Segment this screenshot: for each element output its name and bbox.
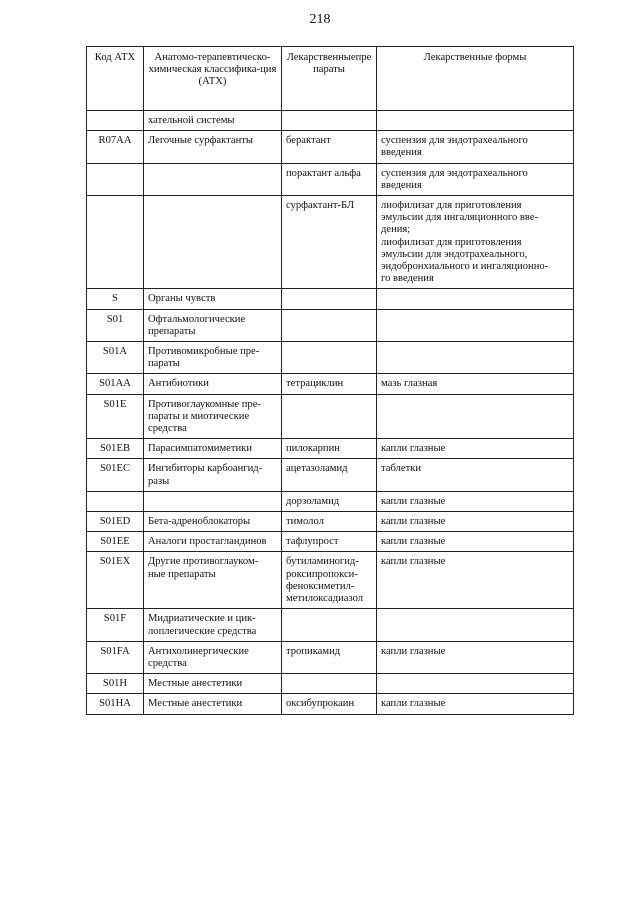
table-row	[87, 459, 574, 491]
cell-line: S01F	[103, 613, 127, 625]
cell-line: эмульсии для ингаляционного вве-	[381, 212, 539, 224]
drug-cell	[282, 394, 377, 439]
classification-cell	[144, 512, 282, 532]
cell-line: R07AA	[98, 135, 132, 147]
drug-cell	[282, 609, 377, 641]
cell-line: S01H	[102, 678, 128, 690]
table-body	[87, 111, 574, 715]
dosage-form-cell	[377, 641, 574, 673]
atx-code-cell	[87, 196, 144, 289]
drug-cell	[282, 111, 377, 131]
atx-code-cell	[87, 394, 144, 439]
header-forms	[377, 47, 574, 111]
cell-line: роксипропокси-	[286, 568, 358, 580]
table-row	[87, 131, 574, 163]
header-line: Анатомо-терапевтическо-	[154, 52, 271, 63]
cell-line: S01FA	[100, 645, 130, 657]
cell-line: тропикамид	[286, 645, 341, 657]
cell-line: введения	[381, 179, 422, 191]
cell-line: S01AA	[99, 378, 131, 390]
dosage-form-cell	[377, 491, 574, 511]
drug-cell	[282, 512, 377, 532]
dosage-form-cell	[377, 289, 574, 309]
atx-code-cell	[87, 609, 144, 641]
classification-cell	[144, 374, 282, 394]
cell-line: введения	[381, 147, 422, 159]
classification-cell	[144, 394, 282, 439]
table-header	[87, 47, 574, 111]
header-row	[87, 47, 574, 111]
drug-cell	[282, 309, 377, 341]
table-row	[87, 111, 574, 131]
classification-cell	[144, 694, 282, 714]
header-drugs	[282, 47, 377, 111]
cell-line: препараты	[148, 325, 196, 337]
cell-line: Мидриатические и цик-	[148, 613, 256, 625]
header-line: Код АТХ	[94, 52, 136, 63]
cell-line: Местные анестетики	[148, 698, 243, 710]
atx-code-cell	[87, 459, 144, 491]
cell-line: ацетазоламид	[286, 463, 348, 475]
table-row	[87, 512, 574, 532]
cell-line: Бета-адреноблокаторы	[148, 516, 251, 528]
cell-line: S01E	[103, 398, 127, 410]
atx-code-cell	[87, 374, 144, 394]
cell-line: бутиламиногид-	[286, 556, 359, 568]
header-classification	[144, 47, 282, 111]
classification-cell	[144, 309, 282, 341]
cell-line: параты и миотические	[148, 410, 250, 422]
atx-code-cell	[87, 641, 144, 673]
classification-cell	[144, 491, 282, 511]
dosage-form-cell	[377, 196, 574, 289]
dosage-form-cell	[377, 512, 574, 532]
cell-line: дорзоламид	[286, 495, 340, 507]
drug-cell	[282, 439, 377, 459]
dosage-form-cell	[377, 459, 574, 491]
cell-line: суспензия для эндотрахеального	[381, 135, 528, 147]
classification-cell	[144, 289, 282, 309]
drug-cell	[282, 163, 377, 195]
drug-cell	[282, 131, 377, 163]
classification-cell	[144, 552, 282, 609]
table-row	[87, 609, 574, 641]
cell-line: Антихолинергические	[148, 645, 249, 657]
cell-line: капли глазные	[381, 698, 446, 710]
cell-line: ные препараты	[148, 568, 216, 580]
dosage-form-cell	[377, 111, 574, 131]
drug-cell	[282, 459, 377, 491]
cell-line: суспензия для эндотрахеального	[381, 167, 528, 179]
table-row	[87, 552, 574, 609]
cell-line: Ингибиторы карбоангид-	[148, 463, 263, 475]
cell-line: Легочные сурфактанты	[148, 135, 253, 147]
table-row	[87, 491, 574, 511]
dosage-form-cell	[377, 532, 574, 552]
table-row	[87, 342, 574, 374]
header-line: химическая классифика-	[148, 64, 261, 76]
drug-cell	[282, 374, 377, 394]
cell-line: капли глазные	[381, 516, 446, 528]
cell-line: Парасимпатомиметики	[148, 443, 253, 455]
drug-cell	[282, 674, 377, 694]
drug-cell	[282, 641, 377, 673]
cell-line: оксибупрокаин	[286, 698, 355, 710]
table-row	[87, 641, 574, 673]
cell-line: эндобронхиального и ингаляционно-	[381, 261, 549, 273]
atx-code-cell	[87, 309, 144, 341]
table-row	[87, 694, 574, 714]
dosage-form-cell	[377, 439, 574, 459]
atx-code-cell	[87, 111, 144, 131]
cell-line: S01HA	[99, 698, 131, 710]
atx-code-cell	[87, 491, 144, 511]
classification-cell	[144, 111, 282, 131]
dosage-form-cell	[377, 609, 574, 641]
drug-cell	[282, 552, 377, 609]
cell-line: Противомикробные пре-	[148, 346, 260, 358]
atx-code-cell	[87, 439, 144, 459]
classification-cell	[144, 342, 282, 374]
cell-line: тетрациклин	[286, 378, 344, 390]
atx-code-cell	[87, 694, 144, 714]
cell-line: эмульсии для эндотрахеального,	[381, 248, 528, 260]
classification-cell	[144, 131, 282, 163]
cell-line: Антибиотики	[148, 378, 209, 390]
cell-line: порактант альфа	[286, 167, 361, 179]
cell-line: Органы чувств	[148, 293, 216, 305]
atx-table	[86, 46, 574, 715]
cell-line: Аналоги простагландинов	[148, 536, 267, 548]
cell-line: хательной системы	[148, 115, 235, 126]
cell-line: лиофилизат для приготовления	[381, 200, 522, 212]
dosage-form-cell	[377, 163, 574, 195]
classification-cell	[144, 439, 282, 459]
cell-line: сурфактант-БЛ	[286, 200, 355, 212]
table-row	[87, 532, 574, 552]
cell-line: капли глазные	[381, 645, 446, 657]
drug-cell	[282, 694, 377, 714]
cell-line: лоплегические средства	[148, 625, 257, 637]
dosage-form-cell	[377, 131, 574, 163]
cell-line: го введения	[381, 273, 434, 285]
page-number: 218	[309, 12, 331, 27]
cell-line: S01	[106, 313, 124, 325]
drug-cell	[282, 342, 377, 374]
table-row	[87, 289, 574, 309]
cell-line: капли глазные	[381, 443, 446, 455]
cell-line: Другие противоглауком-	[148, 556, 259, 568]
cell-line: S	[112, 293, 118, 305]
table-row	[87, 309, 574, 341]
cell-line: параты	[148, 358, 180, 370]
cell-line: дения;	[381, 224, 411, 236]
cell-line: берактант	[286, 135, 331, 147]
classification-cell	[144, 459, 282, 491]
cell-line: S01EE	[100, 536, 130, 548]
cell-line: Офтальмологические	[148, 313, 246, 325]
table-row	[87, 394, 574, 439]
atx-code-cell	[87, 512, 144, 532]
dosage-form-cell	[377, 552, 574, 609]
drug-cell	[282, 532, 377, 552]
dosage-form-cell	[377, 394, 574, 439]
cell-line: S01ED	[99, 516, 131, 528]
cell-line: капли глазные	[381, 536, 446, 548]
classification-cell	[144, 196, 282, 289]
cell-line: S01A	[102, 346, 128, 358]
dosage-form-cell	[377, 674, 574, 694]
cell-line: S01EX	[99, 556, 131, 568]
atx-code-cell	[87, 289, 144, 309]
cell-line: лиофилизат для приготовления	[381, 236, 522, 248]
classification-cell	[144, 641, 282, 673]
classification-cell	[144, 609, 282, 641]
classification-cell	[144, 532, 282, 552]
cell-line: разы	[148, 475, 170, 487]
cell-line: феноксиметил-	[286, 580, 355, 592]
classification-cell	[144, 163, 282, 195]
atx-code-cell	[87, 532, 144, 552]
cell-line: Местные анестетики	[148, 678, 243, 690]
dosage-form-cell	[377, 309, 574, 341]
classification-cell	[144, 674, 282, 694]
table-row	[87, 163, 574, 195]
table-row	[87, 374, 574, 394]
dosage-form-cell	[377, 694, 574, 714]
cell-line: средства	[148, 657, 187, 669]
cell-line: пилокарпин	[286, 443, 340, 455]
cell-line: капли глазные	[381, 556, 446, 568]
atx-code-cell	[87, 552, 144, 609]
drug-cell	[282, 196, 377, 289]
cell-line: мазь глазная	[381, 378, 438, 390]
atx-code-cell	[87, 342, 144, 374]
cell-line: S01EC	[99, 463, 131, 475]
header-line: препараты	[313, 52, 372, 76]
table-row	[87, 196, 574, 289]
cell-line: капли глазные	[381, 495, 446, 507]
header-line: ция (АТХ)	[198, 64, 277, 88]
atx-code-cell	[87, 163, 144, 195]
cell-line: тимолол	[286, 516, 324, 528]
atx-code-cell	[87, 674, 144, 694]
cell-line: S01EB	[99, 443, 131, 455]
header-line: Лекарственные	[286, 52, 356, 63]
cell-line: метилоксадиазол	[286, 593, 364, 605]
header-line: Лекарственные формы	[423, 52, 527, 63]
dosage-form-cell	[377, 342, 574, 374]
cell-line: Противоглаукомные пре-	[148, 398, 261, 410]
header-code	[87, 47, 144, 111]
atx-code-cell	[87, 131, 144, 163]
cell-line: тафлупрост	[286, 536, 339, 548]
drug-cell	[282, 289, 377, 309]
table-row	[87, 439, 574, 459]
cell-line: средства	[148, 423, 187, 435]
dosage-form-cell	[377, 374, 574, 394]
cell-line: таблетки	[381, 463, 422, 475]
drug-cell	[282, 491, 377, 511]
table-row	[87, 674, 574, 694]
